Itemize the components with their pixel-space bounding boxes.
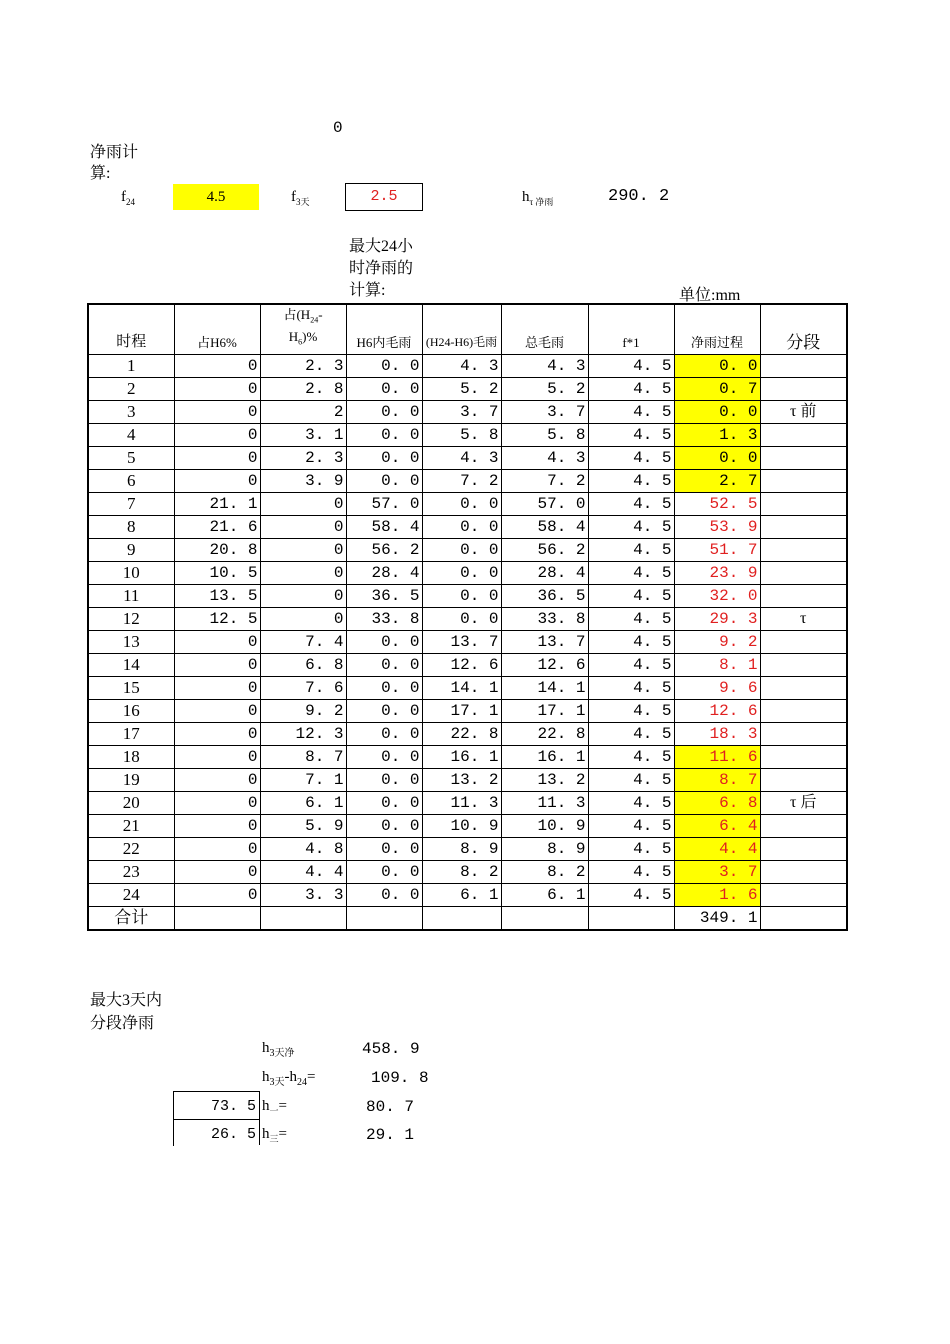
table-cell[interactable]: 0. 0 [346,378,422,401]
table-cell[interactable]: 21. 1 [174,493,260,516]
col-header-net-process: 净雨过程 [674,304,760,355]
table-cell[interactable]: 8. 2 [501,861,588,884]
total-cell [588,907,674,931]
table-cell[interactable]: 0 [260,585,346,608]
table-cell[interactable]: 5. 8 [422,424,501,447]
segment-cell [760,562,847,585]
table-cell[interactable]: 4. 5 [588,861,674,884]
table-cell[interactable]: 0 [174,700,260,723]
table-cell[interactable]: 0. 0 [346,631,422,654]
table-cell[interactable]: 0. 0 [674,447,760,470]
table-cell[interactable]: 0. 0 [346,769,422,792]
table-cell[interactable]: 0. 0 [346,723,422,746]
table-cell[interactable]: 7. 1 [260,769,346,792]
table-cell[interactable]: 4. 3 [501,355,588,378]
table-cell[interactable]: 8. 1 [674,654,760,677]
table-cell[interactable]: 0 [174,884,260,907]
segment-cell [760,585,847,608]
table-cell[interactable]: 0. 0 [674,401,760,424]
table-cell[interactable]: 7 [88,493,174,516]
segment-cell [760,769,847,792]
table-row [88,677,847,700]
table-cell[interactable]: 2. 8 [260,378,346,401]
table-cell[interactable]: 4. 5 [588,447,674,470]
table-cell[interactable]: 13. 7 [501,631,588,654]
table-cell[interactable]: 18. 3 [674,723,760,746]
table-cell[interactable]: 0 [174,378,260,401]
max24-label: 最大24小 时净雨的 计算: [349,238,414,299]
segment-cell [760,815,847,838]
table-cell[interactable]: 4. 4 [674,838,760,861]
table-cell[interactable]: 9. 2 [674,631,760,654]
table-cell[interactable]: 9. 6 [674,677,760,700]
table-cell[interactable]: 7. 4 [260,631,346,654]
total-cell [346,907,422,931]
table-cell[interactable]: 17. 1 [501,700,588,723]
table-row [88,838,847,861]
segment-cell [760,631,847,654]
table-cell[interactable]: 13. 5 [174,585,260,608]
table-cell[interactable]: 4 [88,424,174,447]
segment-cell [760,424,847,447]
table-cell[interactable]: 4. 5 [588,792,674,815]
table-cell[interactable]: 28. 4 [501,562,588,585]
table-cell[interactable]: 1. 3 [674,424,760,447]
table-cell[interactable]: 24 [88,884,174,907]
table-cell[interactable]: 12. 3 [260,723,346,746]
table-cell[interactable]: 4. 5 [588,769,674,792]
total-value: 349. 1 [674,907,760,931]
table-cell[interactable]: 2. 3 [260,447,346,470]
table-cell[interactable]: 0. 0 [422,585,501,608]
table-cell[interactable]: 58. 4 [501,516,588,539]
table-cell[interactable]: 11. 6 [674,746,760,769]
table-cell[interactable]: 6. 1 [260,792,346,815]
f3-label: $f_{3天}$ [291,189,310,207]
table-cell[interactable]: 17. 1 [422,700,501,723]
h-tau-net-label: $h_{\tau 净雨}$ [522,189,554,207]
table-cell[interactable]: 11. 3 [422,792,501,815]
table-cell[interactable]: 4. 5 [588,700,674,723]
table-cell[interactable]: 19 [88,769,174,792]
table-row [88,815,847,838]
table-cell[interactable]: 4. 3 [422,447,501,470]
percent-2: 26. 5 [210,1126,256,1143]
table-cell[interactable]: 6. 8 [674,792,760,815]
table-cell[interactable]: 0 [174,401,260,424]
table-cell[interactable]: 4. 5 [588,677,674,700]
table-cell[interactable]: 8. 9 [422,838,501,861]
table-cell[interactable]: 6. 8 [260,654,346,677]
table-cell[interactable]: 0. 0 [674,355,760,378]
table-row [88,861,847,884]
h2-value: 29. 1 [366,1126,415,1144]
table-cell[interactable]: 0. 0 [422,562,501,585]
table-cell[interactable]: 0. 0 [346,815,422,838]
col-header-h24-h6-rain: (H24-H6)毛雨 [422,304,501,355]
table-cell[interactable]: 0. 0 [346,424,422,447]
table-cell[interactable]: 15 [88,677,174,700]
table-cell[interactable]: 0. 0 [346,355,422,378]
table-cell[interactable]: 3 [88,401,174,424]
table-cell[interactable]: 53. 9 [674,516,760,539]
col-header-segment: 分段 [760,304,847,355]
segment-cell [760,700,847,723]
table-row [88,700,847,723]
total-cell [260,907,346,931]
segment-cell [760,861,847,884]
h3-net-label: $h_{3天净}$ [262,1040,295,1059]
table-cell[interactable]: 12. 6 [422,654,501,677]
table-cell[interactable]: 4. 3 [501,447,588,470]
table-cell[interactable]: 29. 3 [674,608,760,631]
table-cell[interactable]: 11. 3 [501,792,588,815]
table-row [88,723,847,746]
table-cell[interactable]: 13. 7 [422,631,501,654]
table-cell[interactable]: 0. 0 [346,746,422,769]
segment-cell [760,447,847,470]
table-cell[interactable]: 4. 5 [588,631,674,654]
table-cell[interactable]: 5. 2 [422,378,501,401]
table-cell[interactable]: 4. 5 [588,746,674,769]
percent-divider [173,1119,260,1120]
table-cell[interactable]: 0. 0 [422,516,501,539]
table-cell[interactable]: 0. 0 [422,539,501,562]
table-cell[interactable]: 2. 7 [674,470,760,493]
table-row [88,884,847,907]
table-cell[interactable]: 33. 8 [346,608,422,631]
table-cell[interactable]: 6. 1 [501,884,588,907]
table-cell[interactable]: 0 [174,861,260,884]
segment-cell [760,677,847,700]
table-cell[interactable]: 0 [260,562,346,585]
table-row [88,401,847,424]
col-header-total-rain: 总毛雨 [501,304,588,355]
table-cell[interactable]: 0. 0 [346,401,422,424]
segment-before: τ 前 [760,401,847,424]
table-cell[interactable]: 0 [174,677,260,700]
table-cell[interactable]: 10. 5 [174,562,260,585]
table-cell[interactable]: 6 [88,470,174,493]
table-cell[interactable]: 4. 5 [588,884,674,907]
table-cell[interactable]: 4. 5 [588,562,674,585]
table-cell[interactable]: 8. 9 [501,838,588,861]
table-cell[interactable]: 4. 5 [588,815,674,838]
percent-right-border [259,1091,260,1145]
table-cell[interactable]: 10 [88,562,174,585]
table-cell[interactable]: 4. 3 [422,355,501,378]
table-cell[interactable]: 4. 5 [588,493,674,516]
table-cell[interactable]: 36. 5 [346,585,422,608]
segment-cell [760,493,847,516]
table-cell[interactable]: 21 [88,815,174,838]
h3-net-value: 458. 9 [362,1040,420,1058]
table-cell[interactable]: 4. 5 [588,608,674,631]
table-cell[interactable]: 13 [88,631,174,654]
net-rain-label: 净雨计 算: [90,144,139,182]
total-cell [174,907,260,931]
top-zero: 0 [333,119,343,137]
table-cell[interactable]: 0. 0 [346,470,422,493]
table-cell[interactable]: 4. 5 [588,654,674,677]
table-cell[interactable]: 4. 5 [588,585,674,608]
segment-cell [760,838,847,861]
table-row [88,516,847,539]
table-cell[interactable]: 3. 7 [501,401,588,424]
table-cell[interactable]: 9. 2 [260,700,346,723]
table-cell[interactable]: 0. 0 [346,447,422,470]
table-cell[interactable]: 58. 4 [346,516,422,539]
table-cell[interactable]: 0 [174,792,260,815]
table-row [88,539,847,562]
table-cell[interactable]: 22. 8 [422,723,501,746]
table-cell[interactable]: 4. 5 [588,516,674,539]
table-cell[interactable]: 0 [260,516,346,539]
total-cell [760,907,847,931]
table-cell[interactable]: 4. 5 [588,424,674,447]
table-cell[interactable]: 20. 8 [174,539,260,562]
table-cell[interactable]: 0 [174,769,260,792]
f24-label: $f_{24}$ [121,189,135,207]
table-cell[interactable]: 14 [88,654,174,677]
table-cell[interactable]: 4. 4 [260,861,346,884]
table-row [88,631,847,654]
table-row [88,792,847,815]
table-cell[interactable]: 0. 0 [422,608,501,631]
table-cell[interactable]: 2. 3 [260,355,346,378]
table-cell[interactable]: 1 [88,355,174,378]
table-cell[interactable]: 0. 0 [346,677,422,700]
h-tau-net-value: 290. 2 [608,187,670,206]
col-header-h6-rain: H6内毛雨 [346,304,422,355]
table-cell[interactable]: 2 [88,378,174,401]
table-cell[interactable]: 12 [88,608,174,631]
table-row [88,769,847,792]
table-cell[interactable]: 56. 2 [346,539,422,562]
table-row [88,608,847,631]
table-cell[interactable]: 12. 5 [174,608,260,631]
table-cell[interactable]: 0 [174,654,260,677]
table-row [88,746,847,769]
h1-label: $h_一=$ [262,1098,287,1116]
table-cell[interactable]: 8 [88,516,174,539]
table-cell[interactable]: 0 [260,539,346,562]
percent-1: 73. 5 [210,1098,256,1115]
max3-label: 最大3天内 分段净雨 [90,992,163,1032]
table-cell[interactable]: 18 [88,746,174,769]
table-cell[interactable]: 0 [174,723,260,746]
table-cell[interactable]: 57. 0 [346,493,422,516]
f24-value[interactable]: 4.5 [173,184,259,210]
table-cell[interactable]: 12. 6 [674,700,760,723]
table-cell[interactable]: 4. 5 [588,539,674,562]
col-header-h24-h6-pct: 占($H_{24}-$ $H_6)\%$ [260,304,346,355]
table-cell[interactable]: 7. 2 [422,470,501,493]
table-cell[interactable]: 23. 9 [674,562,760,585]
table-cell[interactable]: 0 [174,424,260,447]
col-header-h6-pct: 占H6% [174,304,260,355]
total-cell [422,907,501,931]
table-cell[interactable]: 32. 0 [674,585,760,608]
table-cell[interactable]: 23 [88,861,174,884]
table-cell[interactable]: 16. 1 [501,746,588,769]
table-cell[interactable]: 2 [260,401,346,424]
total-cell [501,907,588,931]
table-cell[interactable]: 28. 4 [346,562,422,585]
table-cell[interactable]: 4. 5 [588,355,674,378]
table-cell[interactable]: 21. 6 [174,516,260,539]
table-cell[interactable]: 0. 0 [346,884,422,907]
table-cell[interactable]: 5. 8 [501,424,588,447]
table-cell[interactable]: 0 [174,470,260,493]
segment-cell [760,516,847,539]
table-cell[interactable]: 0 [174,447,260,470]
table-row [88,470,847,493]
table-cell[interactable]: 5 [88,447,174,470]
table-cell[interactable]: 0 [260,608,346,631]
table-cell[interactable]: 11 [88,585,174,608]
table-cell[interactable]: 16 [88,700,174,723]
table-cell[interactable]: 13. 2 [422,769,501,792]
table-cell[interactable]: 36. 5 [501,585,588,608]
table-cell[interactable]: 7. 2 [501,470,588,493]
unit-label: 单位:mm [679,287,741,304]
table-cell[interactable]: 4. 8 [260,838,346,861]
table-cell[interactable]: 14. 1 [501,677,588,700]
table-cell[interactable]: 7. 6 [260,677,346,700]
table-cell[interactable]: 0 [174,838,260,861]
segment-tau: τ [760,608,847,631]
segment-cell [760,378,847,401]
table-cell[interactable]: 0 [174,355,260,378]
segment-cell [760,355,847,378]
h1-value: 80. 7 [366,1098,415,1116]
table-cell[interactable]: 1. 6 [674,884,760,907]
segment-after: τ 后 [760,792,847,815]
table-cell[interactable]: 8. 2 [422,861,501,884]
table-cell[interactable]: 10. 9 [422,815,501,838]
segment-cell [760,539,847,562]
table-cell[interactable]: 0 [174,631,260,654]
table-cell[interactable]: 8. 7 [260,746,346,769]
table-cell[interactable]: 0. 0 [346,838,422,861]
table-cell[interactable]: 0 [174,815,260,838]
table-row [88,562,847,585]
segment-cell [760,470,847,493]
table-cell[interactable]: 10. 9 [501,815,588,838]
table-row [88,355,847,378]
total-row [88,907,847,931]
table-cell[interactable]: 22. 8 [501,723,588,746]
table-cell[interactable]: 0. 7 [674,378,760,401]
table-cell[interactable]: 57. 0 [501,493,588,516]
table-cell[interactable]: 5. 9 [260,815,346,838]
table-cell[interactable]: 8. 7 [674,769,760,792]
h3-minus-h24-value: 109. 8 [371,1069,429,1087]
table-row [88,378,847,401]
table-cell[interactable]: 5. 2 [501,378,588,401]
table-row [88,585,847,608]
table-cell[interactable]: 4. 5 [588,723,674,746]
h2-label: $h_三=$ [262,1126,287,1144]
table-cell[interactable]: 13. 2 [501,769,588,792]
segment-cell [760,746,847,769]
table-row [88,493,847,516]
table-cell[interactable]: 12. 6 [501,654,588,677]
segment-cell [760,654,847,677]
table-header-row [88,304,847,355]
table-cell[interactable]: 6. 1 [422,884,501,907]
col-header-time: 时程 [88,304,174,355]
col-header-f1: f*1 [588,304,674,355]
table-cell[interactable]: 0 [174,746,260,769]
table-cell[interactable]: 0. 0 [346,654,422,677]
table-cell[interactable]: 3. 7 [422,401,501,424]
table-cell[interactable]: 9 [88,539,174,562]
table-cell[interactable]: 4. 5 [588,838,674,861]
table-cell[interactable]: 14. 1 [422,677,501,700]
h3-minus-h24-label: $h_{3天}-h_{24}=$ [262,1069,316,1088]
table-cell[interactable]: 4. 5 [588,378,674,401]
table-cell[interactable]: 3. 7 [674,861,760,884]
table-cell[interactable]: 56. 2 [501,539,588,562]
f3-value-field[interactable]: 2.5 [345,183,423,211]
table-cell[interactable]: 3. 1 [260,424,346,447]
segment-cell [760,884,847,907]
net-rain-table [87,303,848,931]
table-cell[interactable]: 17 [88,723,174,746]
table-cell[interactable]: 0. 0 [346,861,422,884]
table-cell[interactable]: 3. 3 [260,884,346,907]
table-cell[interactable]: 51. 7 [674,539,760,562]
table-row [88,447,847,470]
table-cell[interactable]: 0. 0 [346,792,422,815]
table-cell[interactable]: 16. 1 [422,746,501,769]
table-cell[interactable]: 20 [88,792,174,815]
table-row [88,424,847,447]
table-cell[interactable]: 3. 9 [260,470,346,493]
table-cell[interactable]: 6. 4 [674,815,760,838]
table-cell[interactable]: 0 [260,493,346,516]
segment-cell [760,723,847,746]
table-cell[interactable]: 0. 0 [346,700,422,723]
table-cell[interactable]: 4. 5 [588,470,674,493]
table-cell[interactable]: 4. 5 [588,401,674,424]
table-cell[interactable]: 52. 5 [674,493,760,516]
total-label: 合计 [88,907,174,931]
table-row [88,654,847,677]
table-cell[interactable]: 33. 8 [501,608,588,631]
table-cell[interactable]: 22 [88,838,174,861]
table-cell[interactable]: 0. 0 [422,493,501,516]
